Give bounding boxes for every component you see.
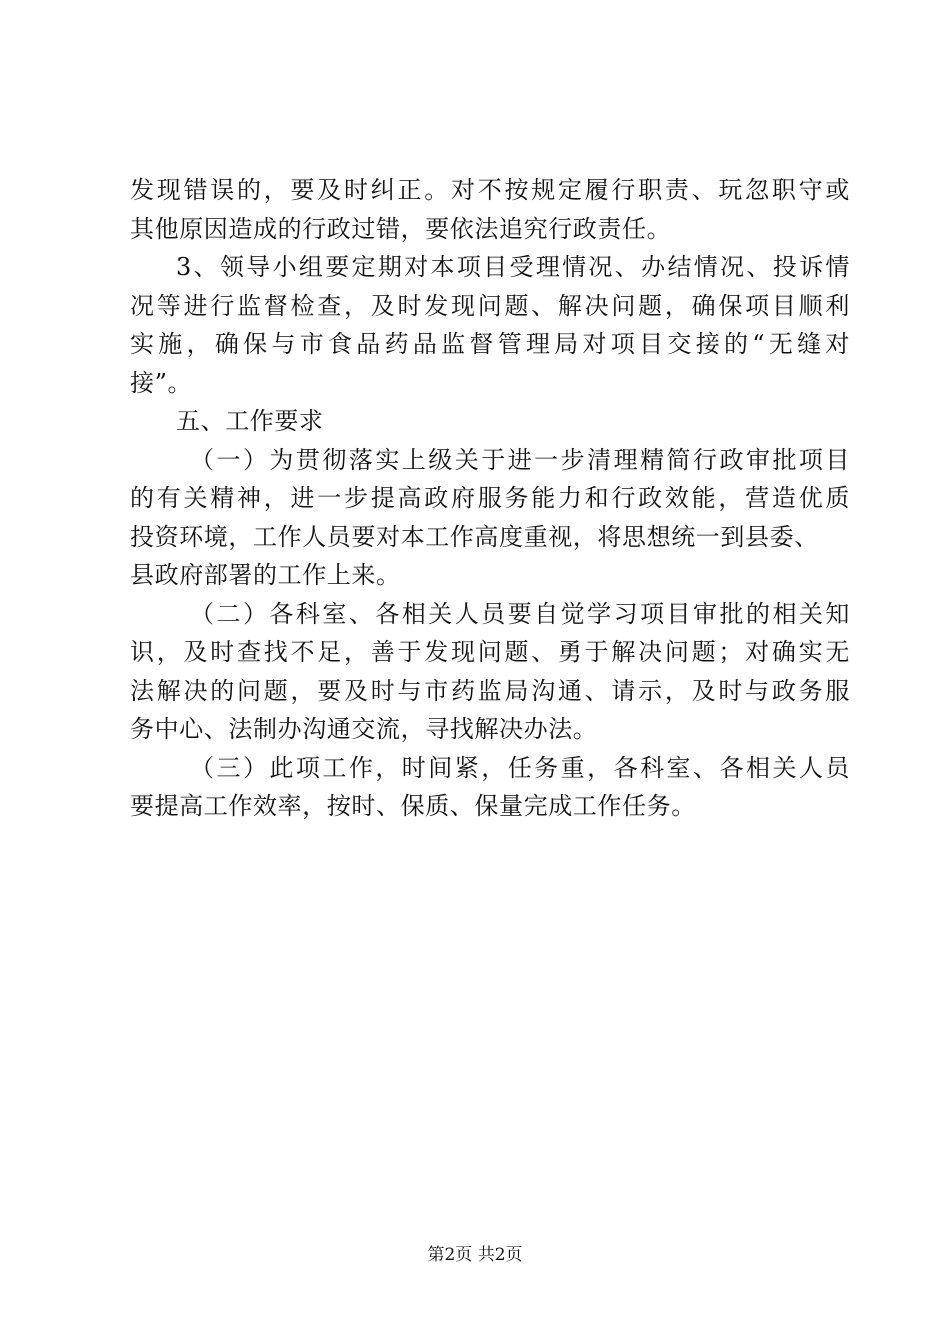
text-line: （二）各科室、各相关人员要自觉学习项目审批的相关知 xyxy=(190,599,850,628)
text-line: 3、领导小组要定期对本项目受理情况、办结情况、投诉情 xyxy=(176,253,850,281)
text-line: 况等进行监督检查，及时发现问题、解决问题，确保项目顺利 xyxy=(130,291,850,320)
text-line: 投资环境，工作人员要对本工作高度重视，将思想统一到县委、 xyxy=(130,522,819,551)
text-line: 法解决的问题，要及时与市药监局沟通、请示，及时与政务服 xyxy=(130,676,850,705)
text-line: 务中心、法制办沟通交流，寻找解决办法。 xyxy=(130,715,598,743)
text-line: （一）为贯彻落实上级关于进一步清理精简行政审批项目 xyxy=(190,445,850,474)
text-line: 实施，确保与市食品药品监督管理局对项目交接的“无缝对 xyxy=(130,330,850,358)
text-line: 识，及时查找不足，善于发现问题、勇于解决问题；对确实无 xyxy=(130,638,850,666)
text-line: 其他原因造成的行政过错，要依法追究行政责任。 xyxy=(130,214,672,243)
text-line: 发现错误的，要及时纠正。对不按规定履行职责、玩忽职守或 xyxy=(130,176,850,204)
text-line: 接”。 xyxy=(130,368,193,397)
page-number-label: 第2页 共2页 xyxy=(427,1245,523,1265)
text-line: 的有关精神，进一步提高政府服务能力和行政效能，营造优质 xyxy=(130,484,850,512)
document-body xyxy=(130,171,850,826)
text-line: 县政府部署的工作上来。 xyxy=(130,561,401,589)
section-heading: 五、工作要求 xyxy=(176,407,324,435)
text-line: 要提高工作效率，按时、保质、保量完成工作任务。 xyxy=(130,792,696,820)
page-footer xyxy=(0,1243,950,1267)
text-line: （三）此项工作，时间紧，任务重，各科室、各相关人员 xyxy=(190,753,850,782)
